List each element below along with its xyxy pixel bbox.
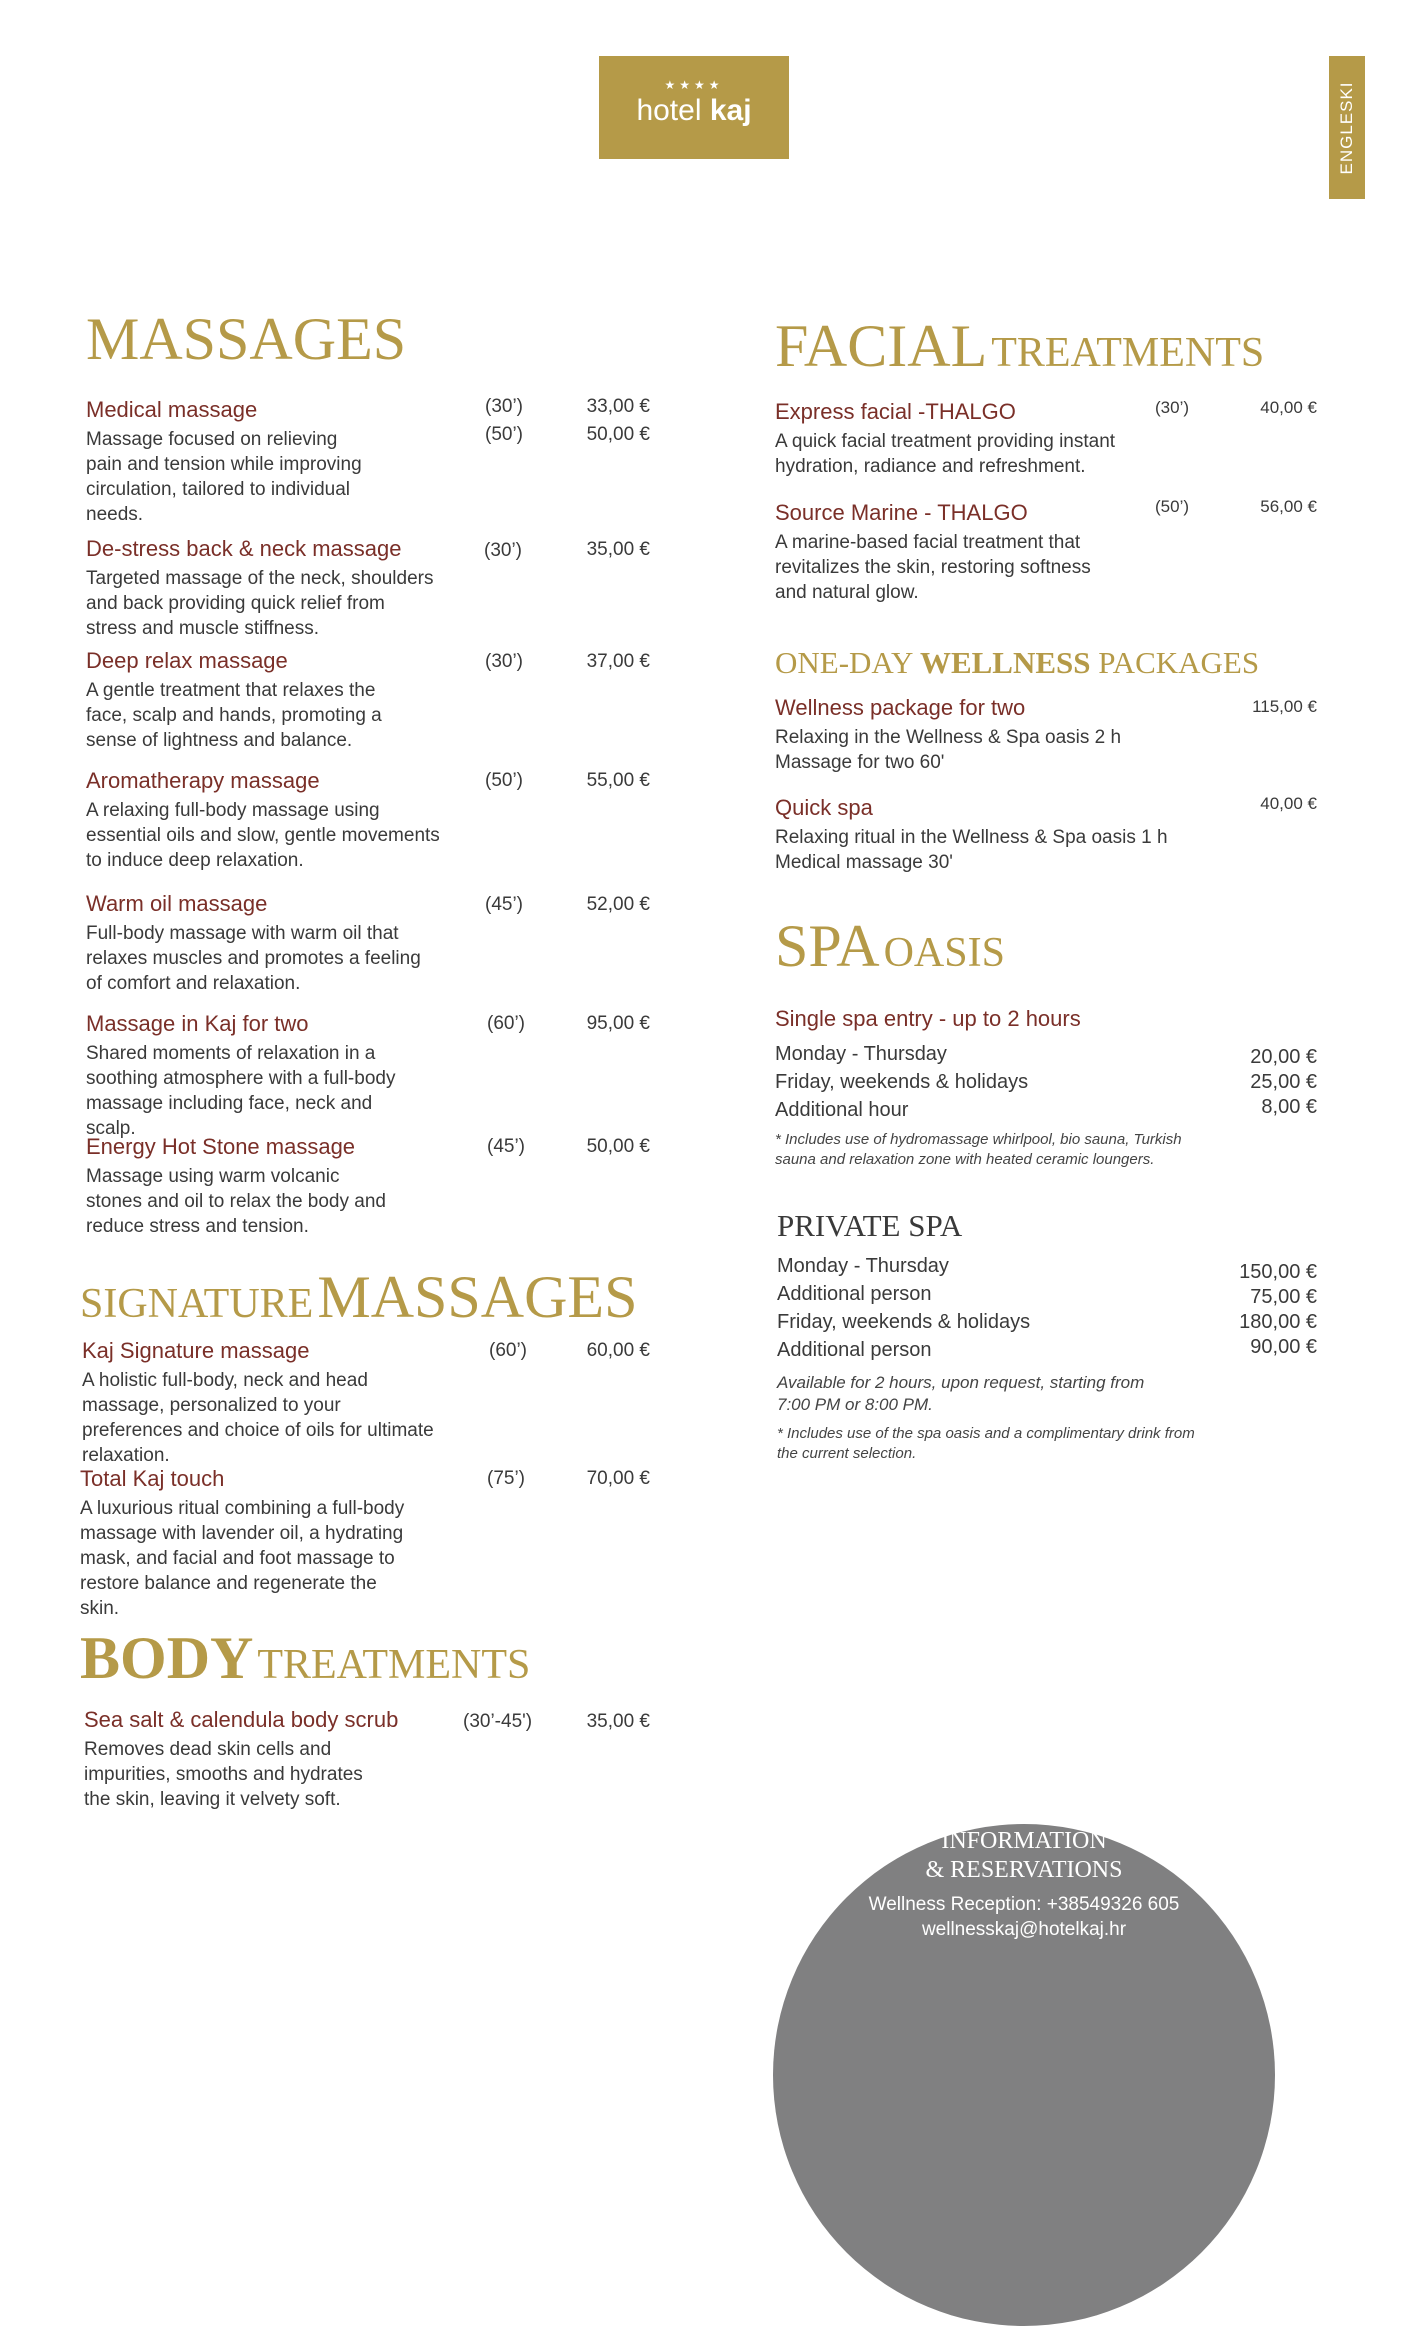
private-spa-heading: PRIVATE SPA	[777, 1208, 963, 1243]
item-duration: (50’)	[1155, 497, 1190, 516]
item-description: A luxurious ritual combining a full-body massage with lavender oil, a hydrating mask, and facial and foot massage to restore balance and regenerate the skin.	[80, 1498, 405, 1619]
massage-item-destress	[86, 536, 446, 641]
logo-name	[599, 94, 789, 128]
item-title: Source Marine - THALGO	[775, 500, 1028, 525]
item-duration: (30’)	[484, 540, 523, 561]
massage-item-aromatherapy	[86, 768, 446, 873]
info-contact	[773, 1892, 1275, 1942]
body-item-scrub	[84, 1707, 444, 1812]
massage-item-for-two	[86, 1011, 446, 1141]
item-duration: (50’)	[485, 770, 524, 791]
spa-oasis-prices: 20,00 € 25,00 € 8,00 €	[1250, 1046, 1317, 1118]
item-title: Quick spa	[775, 795, 873, 820]
item-price: 115,00 €	[1252, 697, 1317, 716]
item-description: Relaxing in the Wellness & Spa oasis 2 h Massage for two 60'	[775, 727, 1122, 773]
item-description: A holistic full-body, neck and head massage, personalized to your preferences and choice of oils for ultimate relaxation.	[82, 1370, 434, 1466]
logo-hotel-text: hotel	[636, 94, 702, 127]
item-description: A quick facial treatment providing instant hydration, radiance and refreshment.	[775, 431, 1116, 477]
wellness-email-link[interactable]: wellnesskaj@hotelkaj.hr	[921, 1919, 1127, 1940]
item-price: 35,00 €	[586, 539, 650, 560]
item-duration: (45’)	[487, 1136, 526, 1157]
signature-item-kaj	[82, 1338, 442, 1468]
item-price: 40,00 €	[1260, 794, 1317, 813]
private-spa-availability: Available for 2 hours, upon request, starting from 7:00 PM or 8:00 PM.	[777, 1373, 1145, 1414]
item-title: Warm oil massage	[86, 891, 268, 916]
item-title: Kaj Signature massage	[82, 1338, 310, 1363]
item-description: Full-body massage with warm oil that relaxes muscles and promotes a feeling of comfort and relaxation.	[86, 923, 421, 994]
item-title: De-stress back & neck massage	[86, 536, 402, 561]
item-duration: (30’)	[1155, 398, 1190, 417]
item-duration: (60’)	[487, 1013, 526, 1034]
item-duration: (30’) (50’)	[485, 396, 524, 445]
private-spa-row-label: Monday - Thursday	[777, 1255, 949, 1277]
private-spa-row-label: Additional person	[777, 1283, 932, 1305]
item-price: 70,00 €	[586, 1468, 650, 1489]
item-price: 50,00 €	[586, 1136, 650, 1157]
item-title: Express facial -THALGO	[775, 399, 1016, 424]
item-duration: (30’-45')	[463, 1711, 533, 1732]
item-title: Energy Hot Stone massage	[86, 1134, 356, 1159]
item-description: A marine-based facial treatment that revitalizes the skin, restoring softness and natural glow.	[775, 532, 1091, 603]
massage-item-deep-relax	[86, 648, 446, 753]
item-price: 60,00 €	[586, 1340, 650, 1361]
facial-treatments-heading: FACIAL TREATMENTS	[775, 313, 1265, 379]
item-description: Shared moments of relaxation in a soothing atmosphere with a full-body massage including face, neck and scalp.	[86, 1043, 396, 1139]
item-duration: (45’)	[485, 894, 524, 915]
wellness-item-quick-spa	[775, 795, 1175, 875]
private-spa-prices: 150,00 € 75,00 € 180,00 € 90,00 €	[1239, 1261, 1317, 1358]
item-description: Massage using warm volcanic stones and oil to relax the body and reduce stress and tension.	[86, 1166, 386, 1237]
private-spa-row-label: Friday, weekends & holidays	[777, 1311, 1031, 1333]
item-price: 33,00 € 50,00 €	[586, 396, 650, 445]
language-tab-label: ENGLESKI	[1337, 80, 1356, 175]
item-price: 40,00 €	[1260, 398, 1317, 417]
logo-brand-text: kaj	[709, 94, 752, 127]
item-duration: (30’)	[485, 651, 524, 672]
signature-massages-heading: SIGNATURE MASSAGES	[80, 1264, 638, 1330]
massages-heading: MASSAGES	[86, 306, 407, 372]
wellness-item-for-two	[775, 695, 1175, 775]
logo-stars: ★★★★	[664, 78, 724, 92]
spa-oasis-note: * Includes use of hydromassage whirlpool, bio sauna, Turkish sauna and relaxation zone with heated ceramic loungers.	[775, 1131, 1182, 1168]
facial-item-source-marine	[775, 500, 1135, 605]
wellness-reception-phone[interactable]: Wellness Reception: +38549326 605	[868, 1894, 1180, 1915]
info-title: INFORMATION & RESERVATIONS	[925, 1828, 1123, 1883]
wellness-packages-heading: ONE-DAY WELLNESS PACKAGES	[775, 645, 1260, 680]
item-description: Removes dead skin cells and impurities, smooths and hydrates the skin, leaving it velvety soft.	[84, 1739, 363, 1810]
facial-item-express	[775, 399, 1135, 479]
item-description: Targeted massage of the neck, shoulders and back providing quick relief from stress and muscle stiffness.	[86, 568, 434, 639]
item-description: Relaxing ritual in the Wellness & Spa oasis 1 h Medical massage 30'	[775, 827, 1168, 873]
item-title: Sea salt & calendula body scrub	[84, 1707, 399, 1732]
spa-oasis-heading: SPA OASIS	[775, 913, 1005, 979]
body-treatments-heading: BODY TREATMENTS	[80, 1625, 531, 1691]
item-title: Total Kaj touch	[80, 1466, 225, 1491]
spa-oasis-entry	[775, 1006, 1235, 1170]
item-title: Deep relax massage	[86, 648, 288, 673]
item-description: Massage focused on relieving pain and tension while improving circulation, tailored to individual needs.	[86, 429, 362, 525]
spa-row-label: Additional hour	[775, 1099, 909, 1121]
hotel-logo	[599, 56, 789, 159]
signature-item-total-touch	[80, 1466, 440, 1621]
item-price: 52,00 €	[586, 894, 650, 915]
private-spa-rows	[777, 1252, 1237, 1464]
item-price: 55,00 €	[586, 770, 650, 791]
item-description: A gentle treatment that relaxes the face, scalp and hands, promoting a sense of lightness and balance.	[86, 680, 382, 751]
item-price: 37,00 €	[586, 651, 650, 672]
spa-entry-title: Single spa entry - up to 2 hours	[775, 1006, 1081, 1031]
spa-row-label: Friday, weekends & holidays	[775, 1071, 1029, 1093]
language-tab[interactable]	[1329, 56, 1365, 199]
item-price: 95,00 €	[586, 1013, 650, 1034]
item-duration: (60’)	[489, 1340, 528, 1361]
item-title: Medical massage	[86, 397, 258, 422]
item-price: 35,00 €	[586, 1711, 650, 1732]
massage-item-hot-stone	[86, 1134, 446, 1239]
item-title: Aromatherapy massage	[86, 768, 320, 793]
item-duration: (75’)	[487, 1468, 526, 1489]
item-title: Wellness package for two	[775, 695, 1026, 720]
spa-row-label: Monday - Thursday	[775, 1043, 947, 1065]
item-price: 56,00 €	[1260, 497, 1317, 516]
private-spa-note: * Includes use of the spa oasis and a complimentary drink from the current selection.	[777, 1425, 1195, 1462]
private-spa-row-label: Additional person	[777, 1339, 932, 1361]
massage-item-warm-oil	[86, 891, 446, 996]
item-description: A relaxing full-body massage using essential oils and slow, gentle movements to induce deep relaxation.	[86, 800, 440, 871]
item-title: Massage in Kaj for two	[86, 1011, 309, 1036]
massage-item-medical	[86, 397, 446, 527]
